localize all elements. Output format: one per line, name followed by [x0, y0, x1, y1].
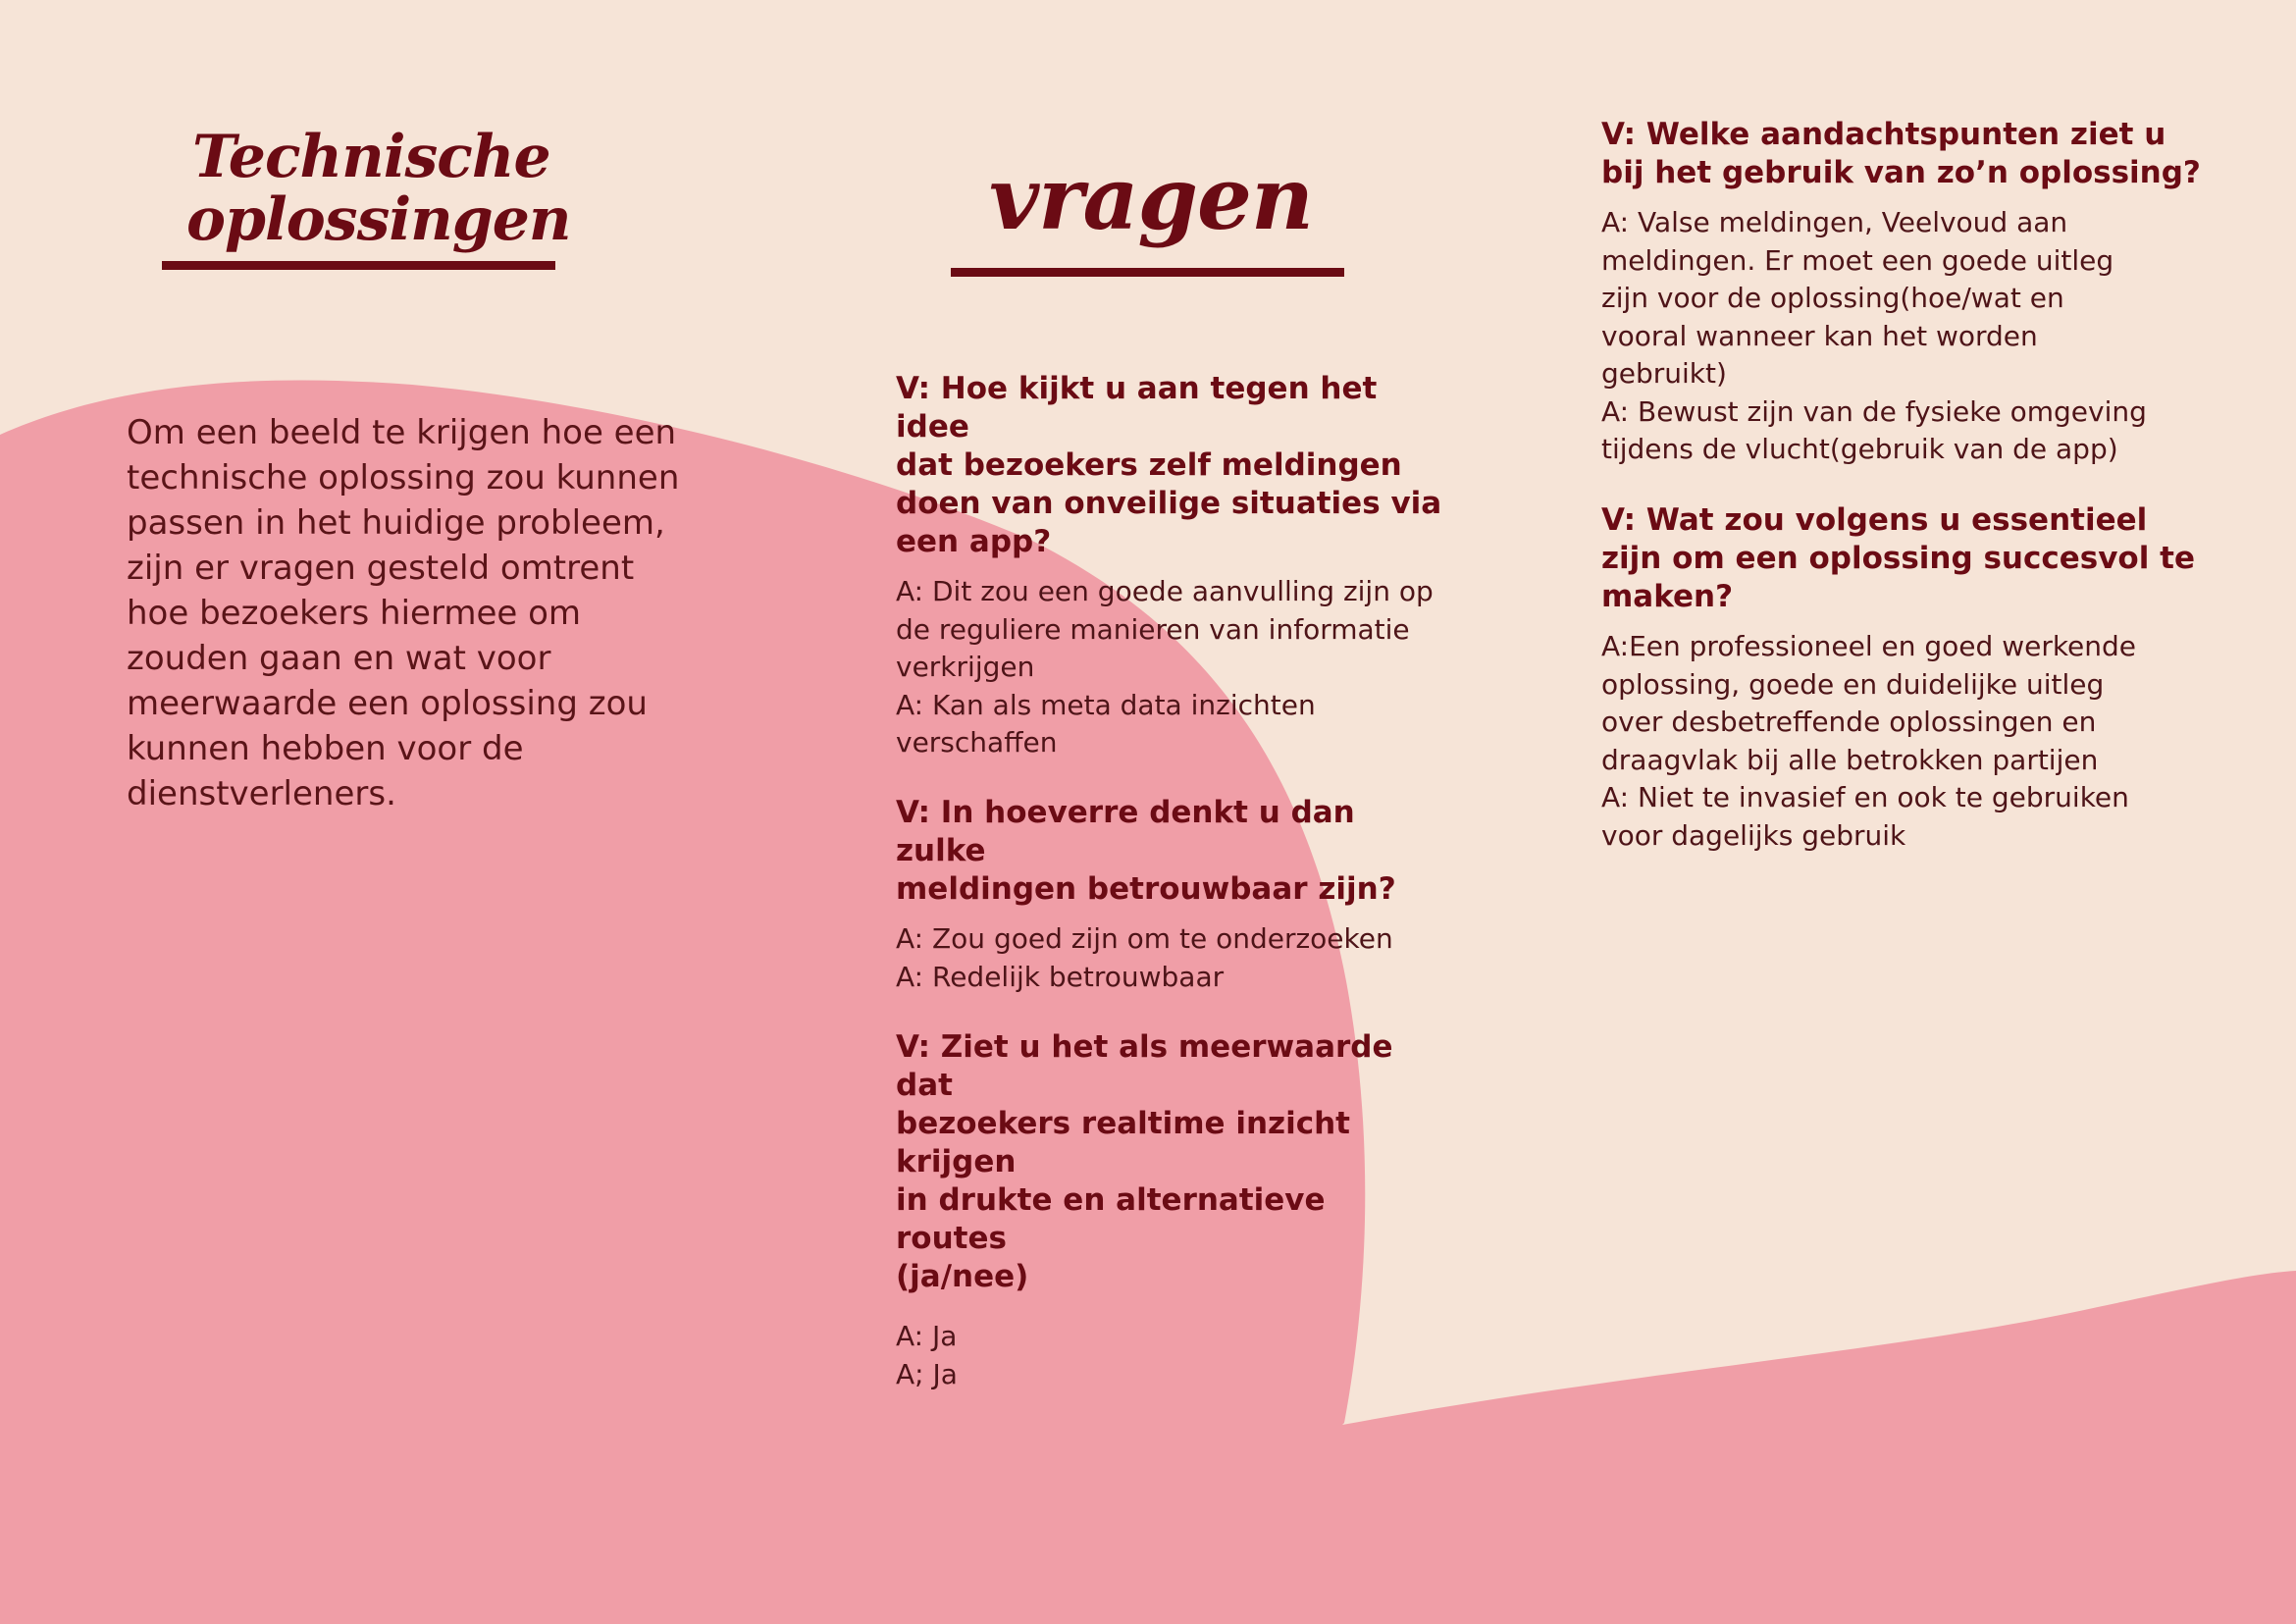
answer-line: over desbetreffende oplossingen en	[1601, 706, 2097, 738]
answer-line: vooral wanneer kan het worden	[1601, 319, 2038, 352]
intro-line: zouden gaan en wat voor	[127, 639, 551, 678]
question-line: in drukte en alternatieve routes	[896, 1182, 1326, 1256]
question-line: bij het gebruik van zo’n oplossing?	[1601, 155, 2201, 190]
answer	[896, 1318, 1445, 1393]
qa-block-4	[1601, 116, 2210, 469]
qa-block-2	[896, 794, 1445, 996]
answer-line: voor dagelijks gebruik	[1601, 818, 1906, 852]
intro-line: meerwaarde een oplossing zou	[127, 684, 648, 723]
intro-line: dienstverleners.	[127, 774, 396, 813]
question-line: dat bezoekers zelf meldingen	[896, 447, 1402, 483]
intro-paragraph	[127, 410, 715, 816]
answer-line: A: Ja	[896, 1320, 958, 1352]
answer-line: gebruikt)	[1601, 357, 1727, 390]
answer-line: A; Ja	[896, 1357, 958, 1390]
question-line: doen van onveilige situaties via	[896, 486, 1442, 521]
intro-line: kunnen hebben voor de	[127, 729, 524, 768]
question-line: (ja/nee)	[896, 1259, 1029, 1294]
answer-line: verkrijgen	[896, 651, 1035, 683]
question-line: V: Hoe kijkt u aan tegen het idee	[896, 371, 1378, 445]
answer-line: oplossing, goede en duidelijke uitleg	[1601, 667, 2105, 701]
qa-block-1	[896, 370, 1445, 762]
answer-line: A: Bewust zijn van de fysieke omgeving	[1601, 394, 2147, 428]
left-title-line2: oplossingen	[186, 185, 571, 254]
answer-line: A: Zou goed zijn om te onderzoeken	[896, 922, 1393, 955]
answer	[1601, 204, 2210, 469]
left-title	[186, 123, 571, 254]
answer-line: draagvlak bij alle betrokken partijen	[1601, 743, 2099, 776]
answer	[896, 573, 1445, 762]
answer-line: A: Dit zou een goede aanvulling zijn op	[896, 575, 1434, 607]
answer-line: tijdens de vlucht(gebruik van de app)	[1601, 433, 2118, 465]
question-line: V: Ziet u het als meerwaarde dat	[896, 1029, 1393, 1103]
question-line: zijn om een oplossing succesvol te	[1601, 541, 2195, 576]
middle-title-underline	[951, 268, 1344, 277]
left-title-line1: Technische	[192, 123, 550, 191]
question-line: een app?	[896, 524, 1052, 559]
answer	[896, 920, 1445, 996]
question-line: V: Welke aandachtspunten ziet u	[1601, 117, 2166, 152]
answer-line: verschaffen	[896, 726, 1058, 759]
question	[896, 370, 1445, 561]
question	[1601, 116, 2210, 192]
intro-line: hoe bezoekers hiermee om	[127, 594, 582, 633]
qa-block-5	[1601, 501, 2210, 855]
answer-line: A: Kan als meta data inzichten	[896, 688, 1316, 721]
qa-block-3	[896, 1028, 1445, 1393]
answer-line: de reguliere manieren van informatie	[896, 612, 1410, 646]
answer-line: meldingen. Er moet een goede uitleg	[1601, 243, 2114, 277]
middle-title: vragen	[989, 147, 1314, 249]
intro-line: passen in het huidige probleem,	[127, 503, 665, 543]
answer	[1601, 628, 2210, 855]
question	[896, 1028, 1445, 1296]
question	[1601, 501, 2210, 616]
intro-line: Om een beeld te krijgen hoe een	[127, 413, 677, 452]
question-line: V: In hoeverre denkt u dan zulke	[896, 795, 1355, 868]
question-line: V: Wat zou volgens u essentieel	[1601, 502, 2148, 538]
answer-line: A: Redelijk betrouwbaar	[896, 960, 1225, 993]
question-line: maken?	[1601, 579, 1734, 614]
answer-line: A:Een professioneel en goed werkende	[1601, 630, 2137, 662]
answer-line: A: Valse meldingen, Veelvoud aan	[1601, 206, 2068, 238]
answer-line: A: Niet te invasief en ook te gebruiken	[1601, 781, 2129, 813]
question	[896, 794, 1445, 909]
left-title-underline	[162, 261, 555, 270]
question-line: meldingen betrouwbaar zijn?	[896, 871, 1396, 907]
intro-line: zijn er vragen gesteld omtrent	[127, 549, 635, 588]
question-line: bezoekers realtime inzicht krijgen	[896, 1106, 1350, 1179]
answer-line: zijn voor de oplossing(hoe/wat en	[1601, 282, 2064, 314]
intro-line: technische oplossing zou kunnen	[127, 458, 680, 498]
